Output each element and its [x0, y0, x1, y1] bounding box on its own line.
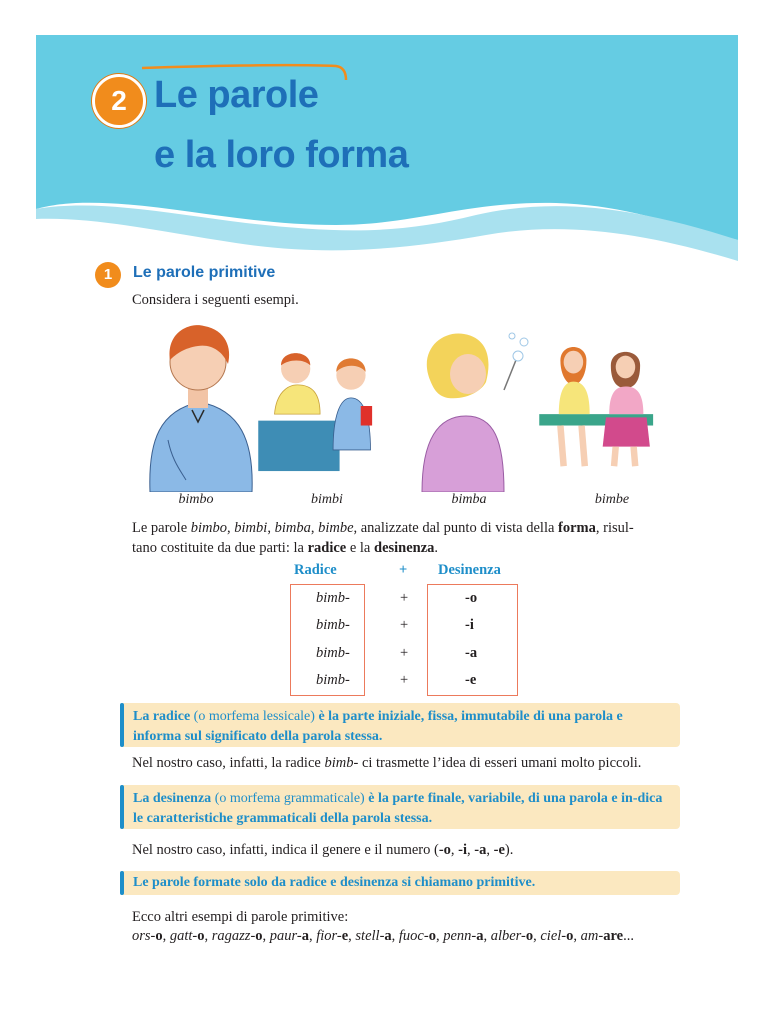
table-header-desinenza: Desinenza — [438, 562, 501, 578]
chapter-title-line2: e la loro forma — [154, 134, 409, 176]
table-header-radice: Radice — [294, 562, 337, 578]
section-number-badge: 1 — [95, 262, 121, 288]
intro-text: Considera i seguenti esempi. — [132, 292, 299, 308]
illustration-caption: bimbo — [178, 492, 214, 507]
rule-box-radice — [120, 703, 680, 747]
example-word: penn-a — [443, 928, 484, 944]
paragraph-radice-example: Nel nostro caso, infatti, la radice bimb- ci trasmette l’idea di esseri umani molto piccoli. — [132, 755, 642, 771]
rule-text: Le parole formate solo da radice e desinenza si chiamano primitive. — [133, 875, 536, 890]
chapter-number-badge: 2 — [92, 74, 146, 128]
two-girls-illustration — [536, 320, 658, 492]
rule-accent-bar — [120, 785, 124, 829]
example-word: ors-o — [132, 928, 163, 944]
section-title: Le parole primitive — [133, 264, 276, 281]
paragraph-desinenza-example: Nel nostro caso, infatti, indica il genere e il numero (-o, -i, -a, -e). — [132, 842, 514, 858]
two-boys-illustration — [255, 320, 377, 492]
rule-accent-bar — [120, 703, 124, 747]
example-word: ragazz-o — [211, 928, 263, 944]
table-cell-desinenza: -e — [465, 672, 477, 688]
illustration-caption: bimbe — [594, 492, 630, 507]
table-cell-desinenza: -i — [465, 617, 474, 633]
table-cell-plus: + — [400, 590, 409, 606]
example-word: alber-o — [490, 928, 534, 944]
rule-text: La radice (o morfema lessicale) è la parte iniziale, fissa, immutabile di una parola e informa sul significato della parola stessa. — [133, 709, 623, 744]
example-word: stell-a — [355, 928, 392, 944]
table-header-plus: + — [399, 562, 408, 578]
examples-intro: Ecco altri esempi di parole primitive: — [132, 909, 349, 925]
rule-box-desinenza — [120, 785, 680, 829]
example-word: am-are — [580, 928, 624, 944]
illustration-caption: bimbi — [311, 492, 343, 507]
example-word: gatt-o — [169, 928, 205, 944]
table-cell-desinenza: -a — [465, 645, 478, 661]
table-cell-radice: bimb- — [316, 645, 350, 661]
table-cell-radice: bimb- — [316, 672, 350, 688]
table-cell-radice: bimb- — [316, 590, 350, 606]
table-cell-plus: + — [400, 617, 409, 633]
example-word: paur-a — [269, 928, 309, 944]
examples-list: ors-o, gatt-o, ragazz-o, paur-a, fior-e, stell-a, fuoc-o, penn-a, alber-o, ciel-o, am-are... — [132, 928, 634, 944]
example-word: ciel-o — [540, 928, 574, 944]
paragraph-forma: Le parole bimbo, bimbi, bimba, bimbe, analizzate dal punto di vista della forma, risul- tano costituite da due parti: la radice e la desinenza. — [132, 520, 634, 556]
table-cell-plus: + — [400, 672, 409, 688]
table-cell-desinenza: -o — [465, 590, 478, 606]
boy-illustration — [140, 320, 262, 492]
rule-accent-bar — [120, 871, 124, 895]
girl-blowing-bubbles-illustration — [412, 320, 534, 492]
example-word: fuoc-o — [398, 928, 436, 944]
rule-text: La desinenza (o morfema grammaticale) è la parte finale, variabile, di una parola e in-dica le caratteristiche grammaticali della parola stessa. — [133, 791, 663, 826]
rule-box-primitive — [120, 871, 680, 895]
table-cell-radice: bimb- — [316, 617, 350, 633]
example-word: fior-e — [316, 928, 349, 944]
table-cell-plus: + — [400, 645, 409, 661]
chapter-title-line1: Le parole — [154, 74, 319, 116]
illustration-caption: bimba — [451, 492, 487, 507]
